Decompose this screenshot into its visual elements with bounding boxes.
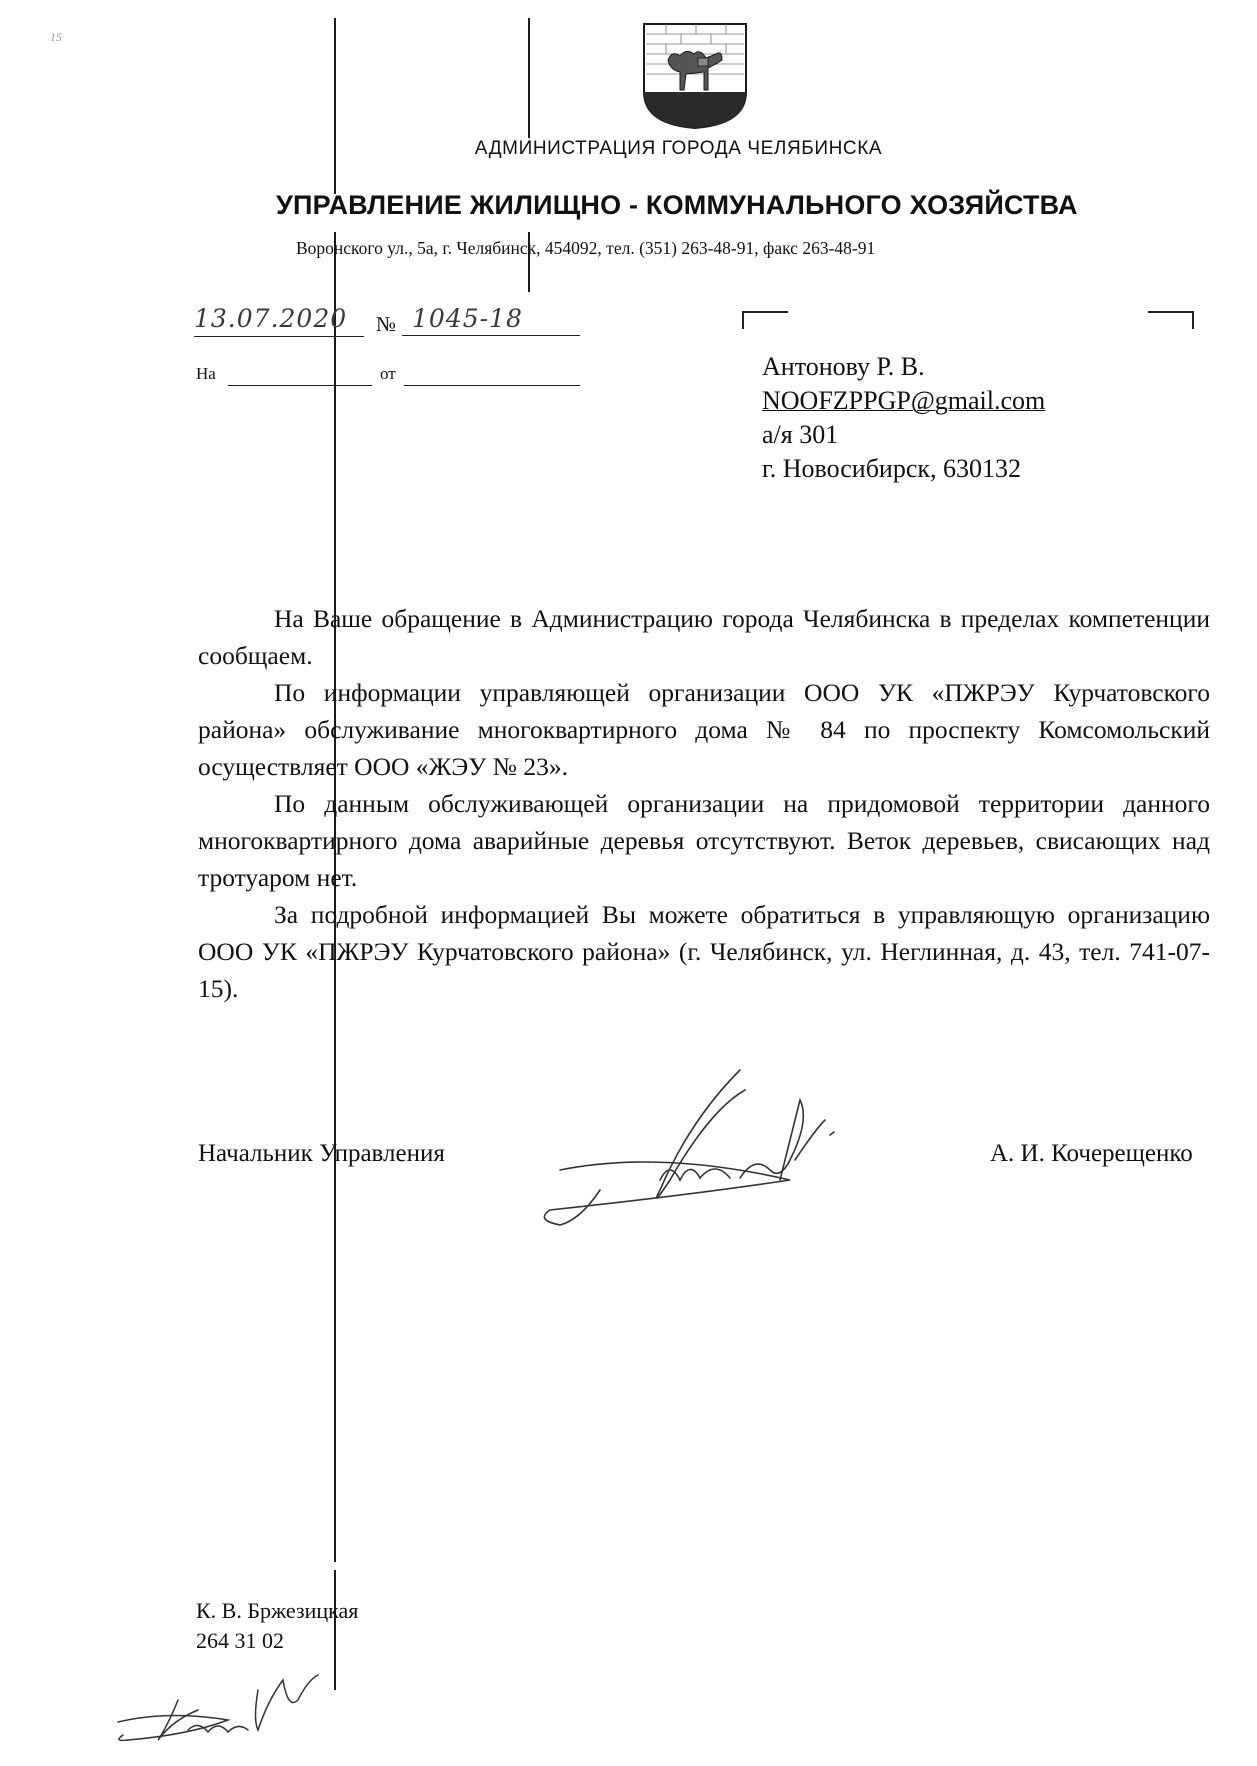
body-paragraph-3: По данным обслуживающей организации на придомовой территории данного многоквартирного дома аварийные деревья отсутствуют. Веток деревьев, свисающих над тротуаром нет. [198, 789, 1210, 892]
signatory-title: Начальник Управления [198, 1140, 445, 1167]
document-date: 13.07.2020 [194, 304, 364, 337]
body-paragraph-1: На Ваше обращение в Администрацию города Челябинска в пределах компетенции сообщаем. [198, 604, 1210, 670]
chelyabinsk-coat-of-arms-icon [636, 20, 754, 130]
address-corner-left [742, 311, 788, 329]
signatory-name: А. И. Кочерещенко [990, 1140, 1193, 1167]
department-address: Воронского ул., 5а, г. Челябинск, 454092, тел. (351) 263-48-91, факс 263-48-91 [296, 238, 876, 258]
body-paragraph-2: По информации управляющей организации ООО УК «ПЖРЭУ Курчатовского района» обслуживание многоквартирного дома № 84 по проспекту Комсомольский осуществляет ООО «ЖЭУ № 23». [198, 678, 1210, 781]
number-sign: № [376, 312, 397, 336]
recipient-name: Антонову Р. В. [762, 352, 925, 381]
handwritten-signature-icon [540, 1060, 870, 1240]
reference-date-line [404, 384, 580, 386]
performer-block [196, 1596, 358, 1656]
department-title: УПРАВЛЕНИЕ ЖИЛИЩНО - КОММУНАЛЬНОГО ХОЗЯЙСТВА [276, 190, 1078, 220]
scan-artifact-line [334, 18, 336, 194]
performer-name: К. В. Бржезицкая [196, 1598, 359, 1623]
recipient-email[interactable]: NOOFZPPGP@gmail.com [762, 386, 1046, 415]
recipient-block [762, 350, 1045, 486]
body-paragraph-4: За подробной информацией Вы можете обратиться в управляющую организацию ООО УК «ПЖРЭУ Курчатовского района» (г. Челябинск, ул. Неглинная, д. 43, тел. 741-07-15). [198, 900, 1210, 1003]
letter-body [198, 600, 1210, 1007]
recipient-po-box: а/я 301 [762, 420, 839, 449]
recipient-city: г. Новосибирск, 630132 [762, 454, 1022, 483]
reference-label-na: На [196, 364, 216, 383]
page-mark: 15 [50, 30, 62, 44]
address-corner-right [1148, 311, 1194, 329]
administration-title: АДМИНИСТРАЦИЯ ГОРОДА ЧЕЛЯБИНСКА [474, 138, 883, 159]
document-number: 1045-18 [402, 304, 580, 336]
performer-phone: 264 31 02 [196, 1628, 284, 1653]
scan-artifact-line [528, 18, 530, 138]
reference-label-ot: от [380, 364, 396, 383]
performer-signature-icon [108, 1660, 328, 1760]
reference-number-line [228, 384, 372, 386]
